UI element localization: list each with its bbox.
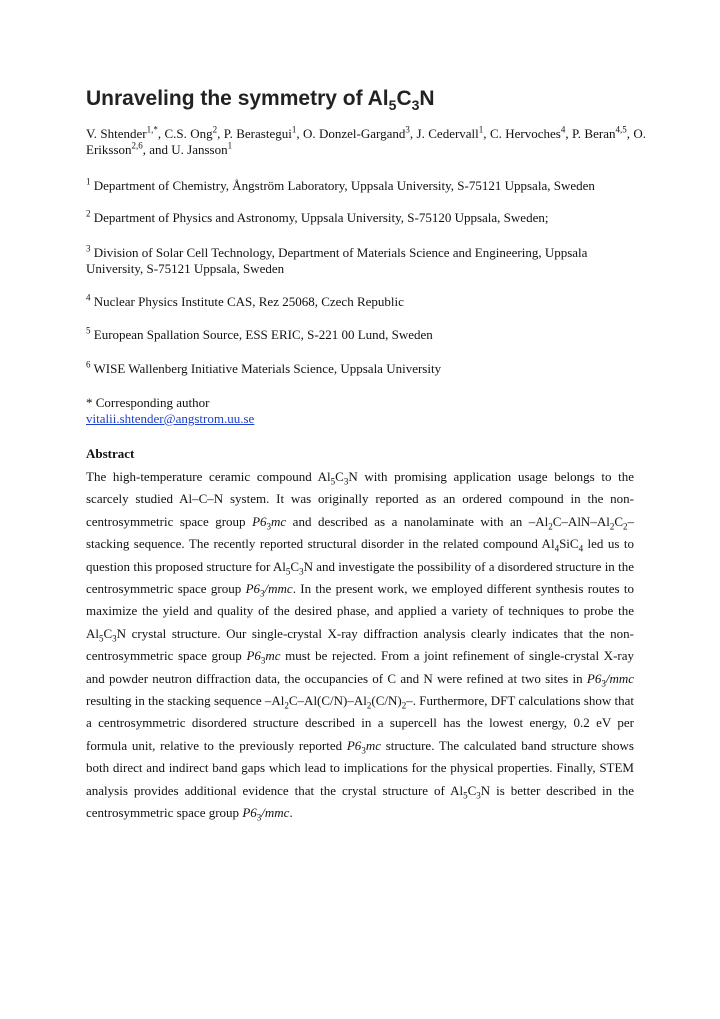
space-group: P6 <box>346 737 362 753</box>
author-name: , C. Hervoches <box>483 126 561 141</box>
formula-subscript: 3 <box>601 678 606 689</box>
affiliation-text: Department of Physics and Astronomy, Uppsala University, S-75120 Uppsala, Sweden; <box>90 210 549 225</box>
abstract-text: C <box>103 625 113 641</box>
formula-subscript: 3 <box>266 521 272 532</box>
space-group: /mmc <box>605 670 634 686</box>
abstract-text: –. Furthermore, DFT calculations show that a centrosymmetric disordered structure described in a supercell has the lowest energy, 0.2 eV per formula unit, relative to the previously reported <box>86 693 634 753</box>
abstract-text: (C/N) <box>371 693 402 709</box>
formula-subscript: 4 <box>554 543 560 554</box>
corresponding-email-link[interactable]: vitalii.shtender@angstrom.uu.se <box>86 411 255 426</box>
affiliation-text: WISE Wallenberg Initiative Materials Science, Uppsala University <box>90 361 442 376</box>
space-group: P6 <box>586 670 602 686</box>
author-name: , P. Berastegui <box>217 126 292 141</box>
abstract-text: N is better described in the centrosymmetric space group <box>86 782 634 821</box>
affiliation-text: European Spallation Source, ESS ERIC, S-221 00 Lund, Sweden <box>90 327 433 342</box>
space-group: P6 <box>246 648 261 664</box>
abstract-text: . In the present work, we employed different synthesis routes to maximize the yield and quality of the desired phase, and applied a variety of techniques to probe the Al <box>86 581 634 641</box>
affiliation-6 <box>86 361 646 377</box>
space-group: /mmc <box>264 581 293 597</box>
abstract-text: resulting in the stacking sequence –Al <box>86 693 285 709</box>
abstract-text: must be rejected. From a joint refinement of single-crystal X-ray and powder neutron diffraction data, the occupancies of C and N were refined at two sites in <box>86 648 634 686</box>
author-name: , O. Eriksson <box>86 126 646 157</box>
affiliation-number: 4 <box>86 292 91 303</box>
author-name: , P. Beran <box>565 126 616 141</box>
title-text: C <box>396 87 412 110</box>
formula-subscript: 5 <box>330 476 336 487</box>
affiliation-text: Department of Chemistry, Ångström Laboratory, Uppsala University, S-75121 Uppsala, Sweden <box>90 178 595 193</box>
affiliation-4 <box>86 294 646 310</box>
formula-subscript: 4 <box>578 543 584 554</box>
space-group: P6 <box>242 805 257 821</box>
abstract-text: The high-temperature ceramic compound Al <box>86 469 331 484</box>
abstract-text: SiC <box>559 536 579 552</box>
formula-subscript: 3 <box>299 566 304 577</box>
affiliation-number: 6 <box>86 359 91 370</box>
affiliation-2 <box>86 210 646 226</box>
formula-subscript: 3 <box>361 745 366 756</box>
formula-subscript: 2 <box>548 521 553 532</box>
space-group: P6 <box>245 581 261 597</box>
affiliation-1 <box>86 178 646 194</box>
abstract-text: C <box>335 469 344 484</box>
space-group: /mmc <box>261 805 290 821</box>
formula-subscript: 2 <box>284 700 289 711</box>
title-text: Unraveling the symmetry of Al <box>86 87 389 110</box>
formula-subscript: 3 <box>112 633 117 644</box>
formula-subscript: 3 <box>476 790 481 801</box>
abstract-text: . <box>289 805 293 821</box>
formula-subscript: 5 <box>285 566 291 577</box>
author-affil-ref: 3 <box>405 124 410 135</box>
paper-title <box>86 86 646 112</box>
author-name: , C.S. Ong <box>157 126 213 141</box>
author-affil-ref: 1,* <box>146 124 158 135</box>
author-affil-ref: 1 <box>227 140 233 151</box>
author-name: , J. Cedervall <box>409 126 479 141</box>
title-subscript: 3 <box>411 97 420 114</box>
affiliation-number: 1 <box>86 176 91 187</box>
author-name: , and U. Jansson <box>142 142 228 157</box>
affiliation-text: Nuclear Physics Institute CAS, Rez 25068, Czech Republic <box>90 294 404 309</box>
formula-subscript: 5 <box>463 790 468 801</box>
author-affil-ref: 4 <box>560 124 566 135</box>
space-group: mc <box>265 648 281 664</box>
author-affil-ref: 2,6 <box>131 140 143 151</box>
affiliation-number: 5 <box>86 325 91 336</box>
space-group: P6 <box>252 513 267 529</box>
author-affil-ref: 2 <box>212 124 218 135</box>
author-affil-ref: 1 <box>291 124 297 135</box>
affiliation-text: Division of Solar Cell Technology, Department of Materials Science and Engineering, Uppsala University, S-75121 Uppsala, Sweden <box>86 245 588 276</box>
author-affil-ref: 4,5 <box>615 124 627 135</box>
abstract-heading: Abstract <box>86 446 135 461</box>
formula-subscript: 3 <box>260 588 265 599</box>
affiliation-number: 3 <box>86 243 91 254</box>
formula-subscript: 3 <box>343 476 349 487</box>
abstract-text: – stacking sequence. The recently reported structural disorder in the related compound Al <box>86 513 634 552</box>
title-subscript: 5 <box>388 97 397 114</box>
formula-subscript: 2 <box>609 521 615 532</box>
abstract-text: structure. The calculated band structure shows both direct and indirect band gaps which lead to implications for the physical properties. Finally, STEM analysis provides additional evidence that the crystal structure of Al <box>86 737 634 798</box>
abstract-text: led us to question this proposed structure for Al <box>86 536 634 574</box>
space-group: mc <box>271 513 287 529</box>
author-name: V. Shtender <box>86 126 147 141</box>
affiliation-3 <box>86 245 646 277</box>
abstract-text: C <box>467 782 477 798</box>
author-affil-ref: 1 <box>478 124 484 135</box>
formula-subscript: 3 <box>260 655 266 666</box>
formula-subscript: 2 <box>366 700 372 711</box>
abstract-text: and described as a nanolaminate with an –Al <box>286 513 549 529</box>
affiliation-5 <box>86 327 646 343</box>
corresponding-label: * Corresponding author <box>86 395 210 410</box>
abstract-text: N crystal structure. Our single-crystal X-ray diffraction analysis clearly indicates that the non-centrosymmetric space group <box>86 625 634 664</box>
corresponding-author <box>86 395 646 427</box>
abstract-text: N and investigate the possibility of a disordered structure in the centrosymmetric space group <box>86 558 634 597</box>
abstract-text: N with promising application usage belongs to the scarcely studied Al–C–N system. It was originally reported as an ordered compound in the non-centrosymmetric space group <box>86 469 634 529</box>
abstract-text: C–AlN–Al <box>552 513 610 529</box>
affiliation-number: 2 <box>86 208 91 219</box>
abstract-text: C <box>614 513 623 529</box>
title-text: N <box>419 87 435 110</box>
space-group: mc <box>365 737 381 753</box>
formula-subscript: 3 <box>256 812 262 823</box>
author-name: , O. Donzel-Gargand <box>296 126 406 141</box>
formula-subscript: 2 <box>401 700 407 711</box>
formula-subscript: 2 <box>623 521 628 532</box>
abstract-text: C <box>290 558 300 574</box>
abstract-text: C–Al(C/N)–Al <box>288 693 367 709</box>
abstract-body <box>86 466 634 825</box>
formula-subscript: 5 <box>99 633 104 644</box>
author-list <box>86 126 646 158</box>
